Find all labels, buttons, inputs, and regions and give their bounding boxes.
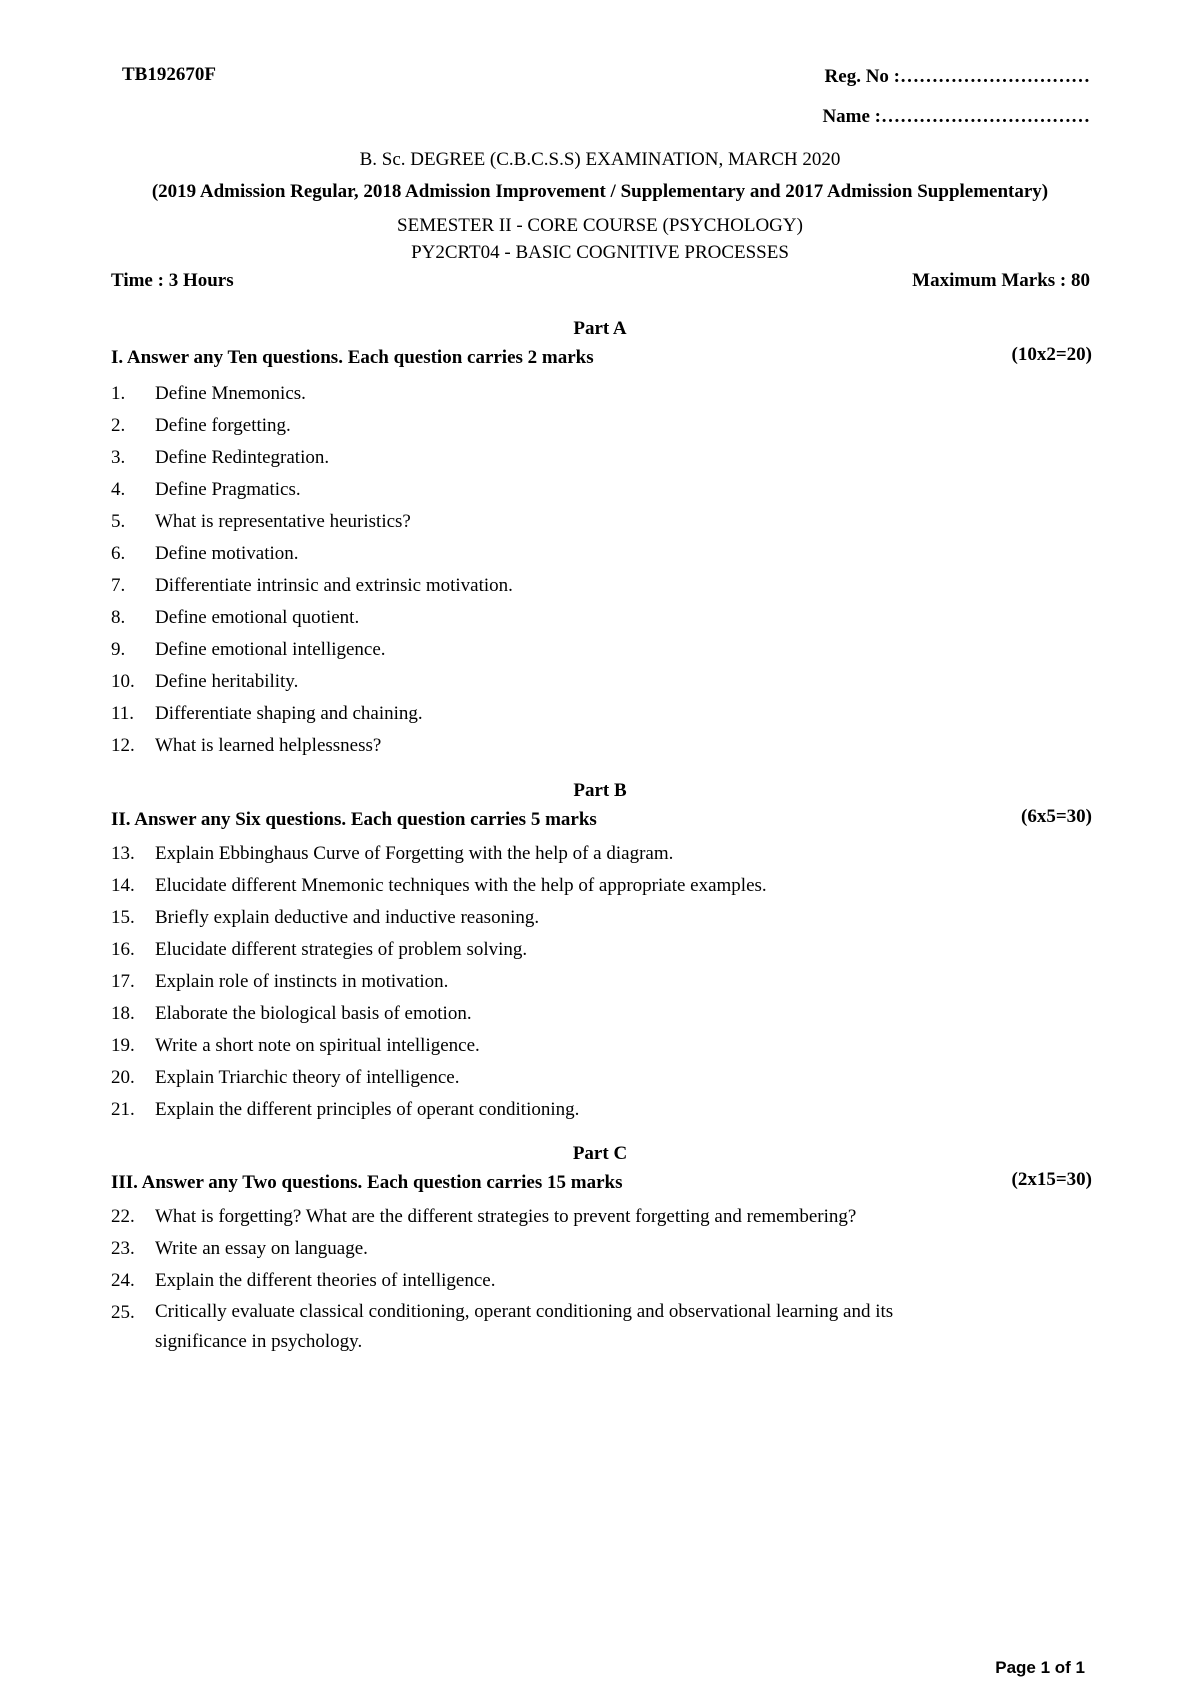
question-number: 14.: [111, 875, 135, 896]
question-text: What is representative heuristics?: [155, 511, 411, 532]
paper-code: TB192670F: [122, 64, 216, 85]
question-item: [111, 1238, 368, 1260]
part-c-instruction: III. Answer any Two questions. Each question carries 15 marks: [111, 1172, 623, 1193]
question-item: [111, 671, 298, 693]
question-item: [111, 1067, 459, 1089]
question-number: 8.: [111, 607, 126, 628]
question-number: 17.: [111, 971, 135, 992]
question-item: [111, 971, 448, 993]
question-text: Write a short note on spiritual intelligence.: [155, 1035, 480, 1056]
question-number: 12.: [111, 735, 135, 756]
reg-no-field: Reg. No :…………………………: [824, 66, 1090, 87]
question-item: [111, 639, 386, 661]
admission-line: (2019 Admission Regular, 2018 Admission Improvement / Supplementary and 2017 Admission Supplementary): [151, 181, 1049, 202]
question-item: [111, 607, 359, 629]
question-item: [111, 543, 299, 565]
question-text: What is learned helplessness?: [155, 735, 382, 756]
question-text: Differentiate shaping and chaining.: [155, 703, 423, 724]
part-a-instruction: I. Answer any Ten questions. Each question carries 2 marks: [111, 347, 594, 368]
question-item: [111, 939, 527, 961]
part-b-instruction: II. Answer any Six questions. Each question carries 5 marks: [111, 809, 597, 830]
question-number: 1.: [111, 383, 126, 404]
question-text: Define emotional quotient.: [155, 607, 360, 628]
question-item: [111, 1270, 495, 1292]
question-text: Explain the different principles of operant conditioning.: [155, 1099, 580, 1120]
part-c-marks: (2x15=30): [1011, 1169, 1092, 1190]
question-number: 10.: [111, 671, 135, 692]
question-item: [111, 875, 767, 897]
question-number: 23.: [111, 1238, 135, 1259]
question-number: 25.: [111, 1302, 135, 1323]
question-item: [111, 1302, 155, 1324]
question-text: Define emotional intelligence.: [155, 639, 386, 660]
part-a-marks: (10x2=20): [1011, 344, 1092, 365]
question-text: Define Pragmatics.: [155, 479, 301, 500]
question-text: Elaborate the biological basis of emotion.: [155, 1003, 472, 1024]
part-c-title: Part C: [572, 1143, 628, 1164]
question-number: 7.: [111, 575, 126, 596]
question-item: [111, 843, 673, 865]
question-text: Explain role of instincts in motivation.: [155, 971, 449, 992]
question-number: 18.: [111, 1003, 135, 1024]
question-text: Explain the different theories of intelligence.: [155, 1270, 496, 1291]
question-item: [111, 703, 423, 725]
question-item: [111, 447, 329, 469]
part-b-marks: (6x5=30): [1021, 806, 1092, 827]
question-text: Write an essay on language.: [155, 1238, 368, 1259]
question-item: [111, 1099, 579, 1121]
question-number: 11.: [111, 703, 135, 724]
question-number: 21.: [111, 1099, 135, 1120]
question-text: Define heritability.: [155, 671, 299, 692]
question-item: [111, 1035, 480, 1057]
question-item: [111, 1206, 856, 1228]
question-text: Define Mnemonics.: [155, 383, 306, 404]
question-number: 19.: [111, 1035, 135, 1056]
question-text: What is forgetting? What are the different strategies to prevent forgetting and remembering?: [155, 1206, 857, 1227]
question-text: Define motivation.: [155, 543, 299, 564]
question-text: Briefly explain deductive and inductive reasoning.: [155, 907, 540, 928]
question-text: Define Redintegration.: [155, 447, 330, 468]
question-number: 4.: [111, 479, 126, 500]
name-field: Name :……………………………: [822, 106, 1090, 127]
question-text: Differentiate intrinsic and extrinsic motivation.: [155, 575, 513, 596]
question-number: 22.: [111, 1206, 135, 1227]
part-a-title: Part A: [573, 318, 627, 339]
question-item: [111, 415, 291, 437]
question-text: Explain Ebbinghaus Curve of Forgetting with the help of a diagram.: [155, 843, 674, 864]
question-text: Elucidate different Mnemonic techniques with the help of appropriate examples.: [155, 875, 767, 896]
page-number: Page 1 of 1: [995, 1658, 1085, 1677]
question-text: Define forgetting.: [155, 415, 291, 436]
question-item: [111, 1003, 472, 1025]
max-marks-label: Maximum Marks : 80: [912, 270, 1090, 291]
question-text: Critically evaluate classical conditioning, operant conditioning and observational learning and its significance in psychology.: [155, 1301, 894, 1352]
question-number: 13.: [111, 843, 135, 864]
question-number: 5.: [111, 511, 126, 532]
question-number: 2.: [111, 415, 126, 436]
question-item: [111, 575, 513, 597]
question-text: Explain Triarchic theory of intelligence.: [155, 1067, 460, 1088]
question-number: 6.: [111, 543, 126, 564]
question-number: 20.: [111, 1067, 135, 1088]
question-number: 24.: [111, 1270, 135, 1291]
question-item: [111, 907, 539, 929]
exam-title: B. Sc. DEGREE (C.B.C.S.S) EXAMINATION, MARCH 2020: [359, 149, 841, 170]
question-text: Elucidate different strategies of problem solving.: [155, 939, 528, 960]
question-item: [111, 383, 306, 405]
question-number: 3.: [111, 447, 126, 468]
course-title: PY2CRT04 - BASIC COGNITIVE PROCESSES: [411, 242, 789, 263]
semester-line: SEMESTER II - CORE COURSE (PSYCHOLOGY): [397, 215, 803, 236]
question-item: [111, 735, 381, 757]
time-label: Time : 3 Hours: [111, 270, 234, 291]
question-number: 15.: [111, 907, 135, 928]
question-item: [111, 479, 301, 501]
question-number: 9.: [111, 639, 126, 660]
part-b-title: Part B: [573, 780, 627, 801]
question-item: [111, 511, 411, 533]
question-number: 16.: [111, 939, 135, 960]
